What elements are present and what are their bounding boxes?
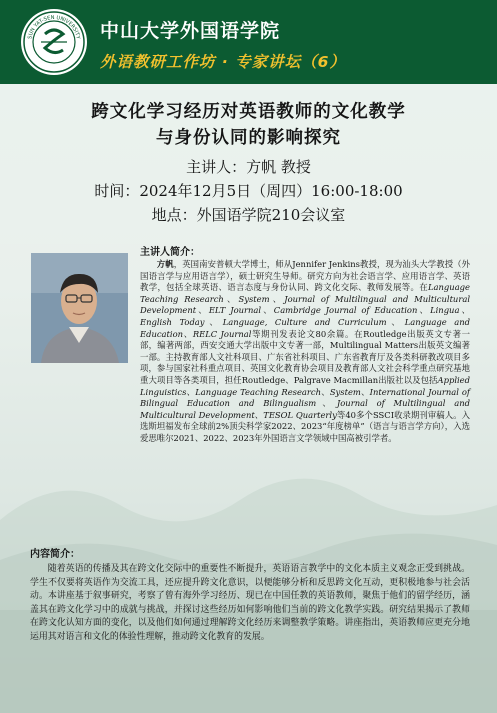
speaker-bio: 方帆，英国南安普顿大学博士，师从Jennifer Jenkins教授，现为汕头大学教授（外国语言学与应用语言学），硕士研究生导师。研究方向为社会语言学、应用语言学、英语教学，包括全球英语、语言态度与身份认同、跨文化交际、教师发展等。在Language Teaching Research、System、Journal of Multilingual and Multicultural Development、ELT Journal、Cambridge Journal of Education、Lingua、English Today、Language, Culture and Curriculum、Language and Education、RELC Journal等期刊发表论文80余篇。在Routledge出版英文专著一部，编著两部，西安交通大学出版中文专著一部，Multilingual Matters出版英文编著一部。主持教育部人文社科项目、广东省社科项目、广东省教育厅及各类科研教改项目多项，参与国家社科重点项目、英国文化教育协会项目及教育部人文社会科学重点研究基地重大项目等各类项目，担任Routledge、Palgrave Macmillan出版社以及包括Applied Linguistics、Language Teaching Research、System、International Journal of Bilingual Education and Bilingualism、Journal of Multilingual and Multicultural Development、TESOL Quarterly等40多个SSCI收录期刊审稿人。入选斯坦福发布全球前2%顶尖科学家2022、2023“年度榜单”（语言与语言学方向），入选爱思唯尔2021、2022、2023年外国语言文学领域中国高被引学者。 [140,259,471,443]
content-summary: 随着英语的传播及其在跨文化交际中的重要性不断提升，英语语言教学中的文化本质主义观念正受到挑战。学生不仅要将英语作为交流工具，还应提升跨文化意识，以便能够分析和反思跨文化互动，更积极地参与社会活动。本讲座基于叙事研究，考察了曾有海外学习经历、现已在中国任教的英语教师，聚焦于他们的留学经历，涵盖其在跨文化学习中的成就与挑战，并探讨这些经历如何影响他们当前的跨文化教学实践。研究结果揭示了教师在跨文化认知方面的变化，以及他们如何通过理解跨文化经历来调整教学策略。讲座指出，英语教师应更充分地运用其对语言和文化的体验性理解，推动跨文化教育的发展。 [30,564,470,642]
speaker-name: 方帆 [156,259,174,269]
place-line: 地点：外国语学院210会议室 [151,206,346,224]
speaker-line: 主讲人：方帆 教授 [186,158,311,176]
svg-text:SUN YAT-SEN UNIVERSITY: SUN YAT-SEN UNIVERSITY [27,14,81,40]
university-logo [19,7,89,77]
lecture-series-title: 外语教研工作坊 · 专家讲坛（6） [100,53,346,71]
time-line: 时间：2024年12月5日（周四）16:00-18:00 [94,182,403,200]
bio-heading: 主讲人简介： [140,247,200,258]
header-banner [0,0,497,84]
lecture-title-line2: 与身份认同的影响探究 [156,128,341,148]
speaker-photo [31,253,128,363]
content-heading: 内容简介： [30,549,80,560]
lecture-title-line1: 跨文化学习经历对英语教师的文化教学 [91,102,406,122]
university-name: 中山大学外国语学院 [100,20,281,42]
